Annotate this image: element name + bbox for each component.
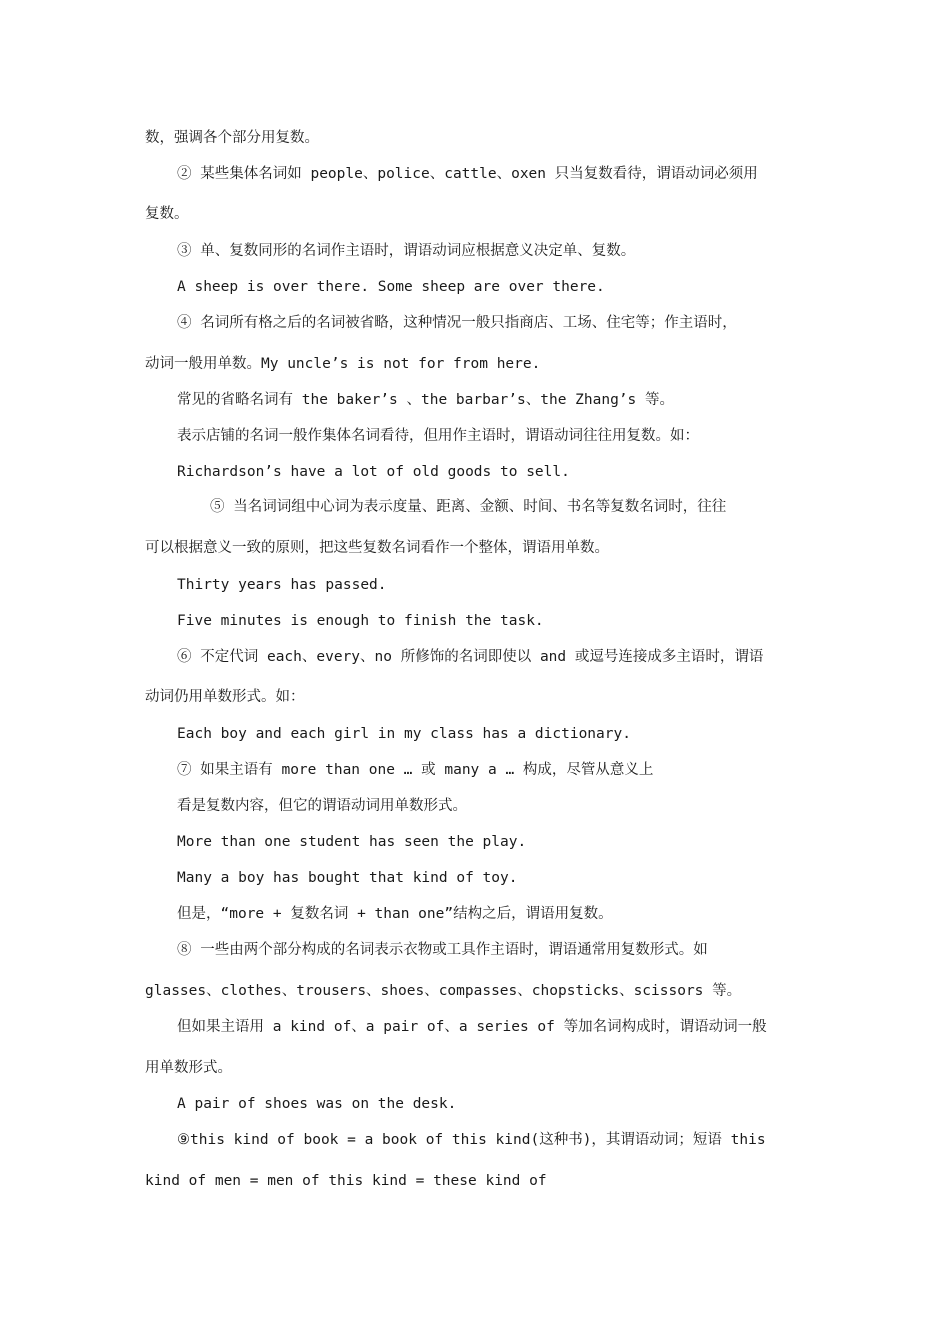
text-line: More than one student has seen the play. bbox=[177, 834, 527, 850]
text-line: Five minutes is enough to finish the task. bbox=[177, 613, 544, 629]
text-line: ⑧ 一些由两个部分构成的名词表示衣物或工具作主语时，谓语通常用复数形式。如 bbox=[177, 942, 708, 958]
text-line: 用单数形式。 bbox=[145, 1060, 232, 1076]
text-line: ② 某些集体名词如 people、police、cattle、oxen 只当复数看待，谓语动词必须用 bbox=[177, 166, 758, 182]
text-line: 复数。 bbox=[145, 206, 189, 222]
text-line: ⑤ 当名词词组中心词为表示度量、距离、金额、时间、书名等复数名词时，往往 bbox=[210, 499, 727, 515]
text-line: 但是，“more + 复数名词 + than one”结构之后，谓语用复数。 bbox=[177, 906, 613, 922]
text-line: 数，强调各个部分用复数。 bbox=[145, 130, 319, 146]
text-line: 动词一般用单数。My uncle’s is not for from here. bbox=[145, 356, 541, 372]
text-line: kind of men = men of this kind = these kind of bbox=[145, 1173, 547, 1189]
text-line: Each boy and each girl in my class has a dictionary. bbox=[177, 726, 631, 742]
text-line: ⑦ 如果主语有 more than one … 或 many a … 构成，尽管从意义上 bbox=[177, 762, 654, 778]
text-line: A pair of shoes was on the desk. bbox=[177, 1096, 457, 1112]
text-line: 可以根据意义一致的原则，把这些复数名词看作一个整体，谓语用单数。 bbox=[145, 540, 609, 556]
text-line: 常见的省略名词有 the baker’s 、the barbar’s、the Zhang’s 等。 bbox=[177, 392, 674, 408]
text-line: Thirty years has passed. bbox=[177, 577, 387, 593]
text-line: 表示店铺的名词一般作集体名词看待，但用作主语时，谓语动词往往用复数。如： bbox=[177, 428, 699, 444]
text-line: ⑨this kind of book = a book of this kind(这种书)，其谓语动词；短语 this bbox=[177, 1132, 766, 1148]
text-line: Many a boy has bought that kind of toy. bbox=[177, 870, 518, 886]
text-line: 动词仍用单数形式。如： bbox=[145, 689, 305, 705]
text-line: 看是复数内容，但它的谓语动词用单数形式。 bbox=[177, 798, 467, 814]
text-line: Richardson’s have a lot of old goods to sell. bbox=[177, 464, 570, 480]
text-line: ③ 单、复数同形的名词作主语时，谓语动词应根据意义决定单、复数。 bbox=[177, 243, 636, 259]
text-line: glasses、clothes、trousers、shoes、compasses、chopsticks、scissors 等。 bbox=[145, 983, 742, 999]
text-line: ④ 名词所有格之后的名词被省略，这种情况一般只指商店、工场、住宅等；作主语时， bbox=[177, 315, 737, 331]
text-line: A sheep is over there. Some sheep are over there. bbox=[177, 279, 605, 295]
text-line: 但如果主语用 a kind of、a pair of、a series of 等加名词构成时，谓语动词一般 bbox=[177, 1019, 767, 1035]
text-line: ⑥ 不定代词 each、every、no 所修饰的名词即使以 and 或逗号连接成多主语时，谓语 bbox=[177, 649, 764, 665]
